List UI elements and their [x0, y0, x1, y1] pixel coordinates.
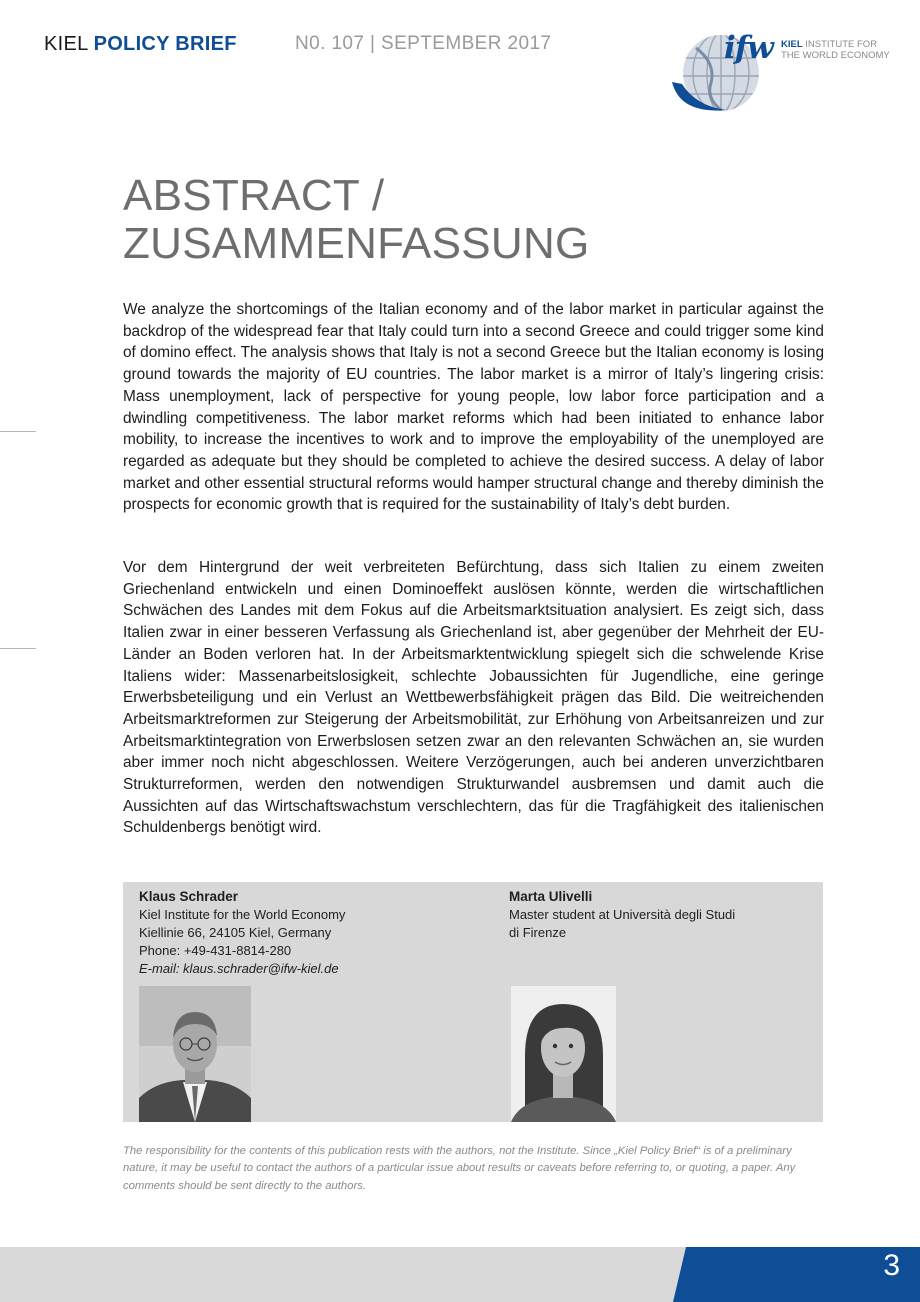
- publication-brand: [44, 33, 237, 56]
- brand-kiel: KIEL: [44, 33, 89, 55]
- author-photo-ulivelli: [511, 986, 616, 1122]
- author-name: Marta Ulivelli: [509, 889, 593, 904]
- ifw-logo: [666, 18, 902, 118]
- author-affiliation: Kiel Institute for the World Economy: [139, 907, 346, 922]
- author-ulivelli: [509, 888, 735, 942]
- author-schrader: [139, 888, 345, 978]
- page-title: ABSTRACT / ZUSAMMENFASSUNG: [123, 171, 590, 268]
- author-box: [123, 882, 823, 1122]
- author-photo-schrader: [139, 986, 251, 1122]
- abstract-english: We analyze the shortcomings of the Italian economy and of the labor market in particular against the backdrop of the widespread fear that Italy could turn into a second Greece and could trigger some kind of domino effect. The analysis shows that Italy is not a second Greece but the Italian economy is losing ground towards the majority of EU countries. The labor market is a mirror of Italy’s lingering crisis: Mass unemployment, lack of perspective for young people, low labor force participation and a dwindling competitiveness. The labor market reforms which had been initiated to enhance labor mobility, to increase the incentives to work and to improve the employability of the unemployed are regarded as adequate but they should be completed to achieve the desired success. A delay of labor market and other essential structural reforms would hamper structural change and thereby diminish the prospects for economic growth that is required for the sustainability of Italy’s debt burden.: [123, 301, 824, 514]
- issue-number: N0. 107 | SEPTEMBER 2017: [295, 33, 552, 54]
- logo-institute-name: KIEL INSTITUTE FOR THE WORLD ECONOMY: [781, 39, 890, 61]
- ifw-mark: ifw: [724, 30, 773, 66]
- margin-tick: [0, 431, 36, 432]
- brand-policy-brief: POLICY BRIEF: [93, 33, 237, 55]
- disclaimer: The responsibility for the contents of this publication rests with the authors, not the Institute. Since „Kiel Policy Brief“ is of a preliminary nature, it may be useful to contact the authors of a particular issue about results or caveats before referring to, or quoting, a paper. Any comments should be sent directly to the authors.: [123, 1145, 796, 1192]
- author-address: Kiellinie 66, 24105 Kiel, Germany: [139, 925, 332, 940]
- portrait-woman-image: [511, 986, 616, 1122]
- margin-tick: [0, 648, 36, 649]
- abstract-german: Vor dem Hintergrund der weit verbreiteten Befürchtung, dass sich Italien zu einem zweiten Griechenland entwickeln und einen Dominoeffekt auslösen könnte, werden die wirtschaftlichen Schwächen des Landes mit dem Fokus auf die Arbeitsmarktsituation analysiert. Es zeigt sich, dass Italien zwar in einer besseren Verfassung als Griechenland ist, aber gegenüber der Mehrheit der EU-Länder an Boden verloren hat. In der Arbeitsmarktentwicklung spiegelt sich die schwelende Krise Italiens wider: Massenarbeitslosigkeit, schlechte Jobaussichten für Jugendliche, eine geringe Erwerbsbeteiligung und ein Verlust an Wettbewerbsfähigkeit prägen das Bild. Die weitreichenden Arbeitsmarktreformen zur Steigerung der Arbeitsmobilität, zur Erhöhung von Arbeitsanreizen und zur Arbeitsmarktintegration von Erwerbslosen setzen zwar an den relevanten Schwächen an, sie wurden aber immer noch nicht abgeschlossen. Weitere Verzögerungen, auch bei anderen unverzichtbaren Strukturreformen, werden den notwendigen Strukturwandel ausbremsen und damit auch die Aussichten auf das Wirtschaftswachstum verschlechtern, das für die Tragfähigkeit des italienischen Schuldenbergs benötigt wird.: [123, 559, 824, 837]
- page-number: 3: [883, 1249, 900, 1282]
- author-phone: Phone: +49-431-8814-280: [139, 943, 292, 958]
- author-email[interactable]: E-mail: klaus.schrader@ifw-kiel.de: [139, 961, 339, 976]
- author-name: Klaus Schrader: [139, 889, 239, 904]
- author-affiliation: Master student at Università degli Studi: [509, 907, 736, 922]
- author-affiliation-cont: di Firenze: [509, 925, 567, 940]
- portrait-man-image: [139, 986, 251, 1122]
